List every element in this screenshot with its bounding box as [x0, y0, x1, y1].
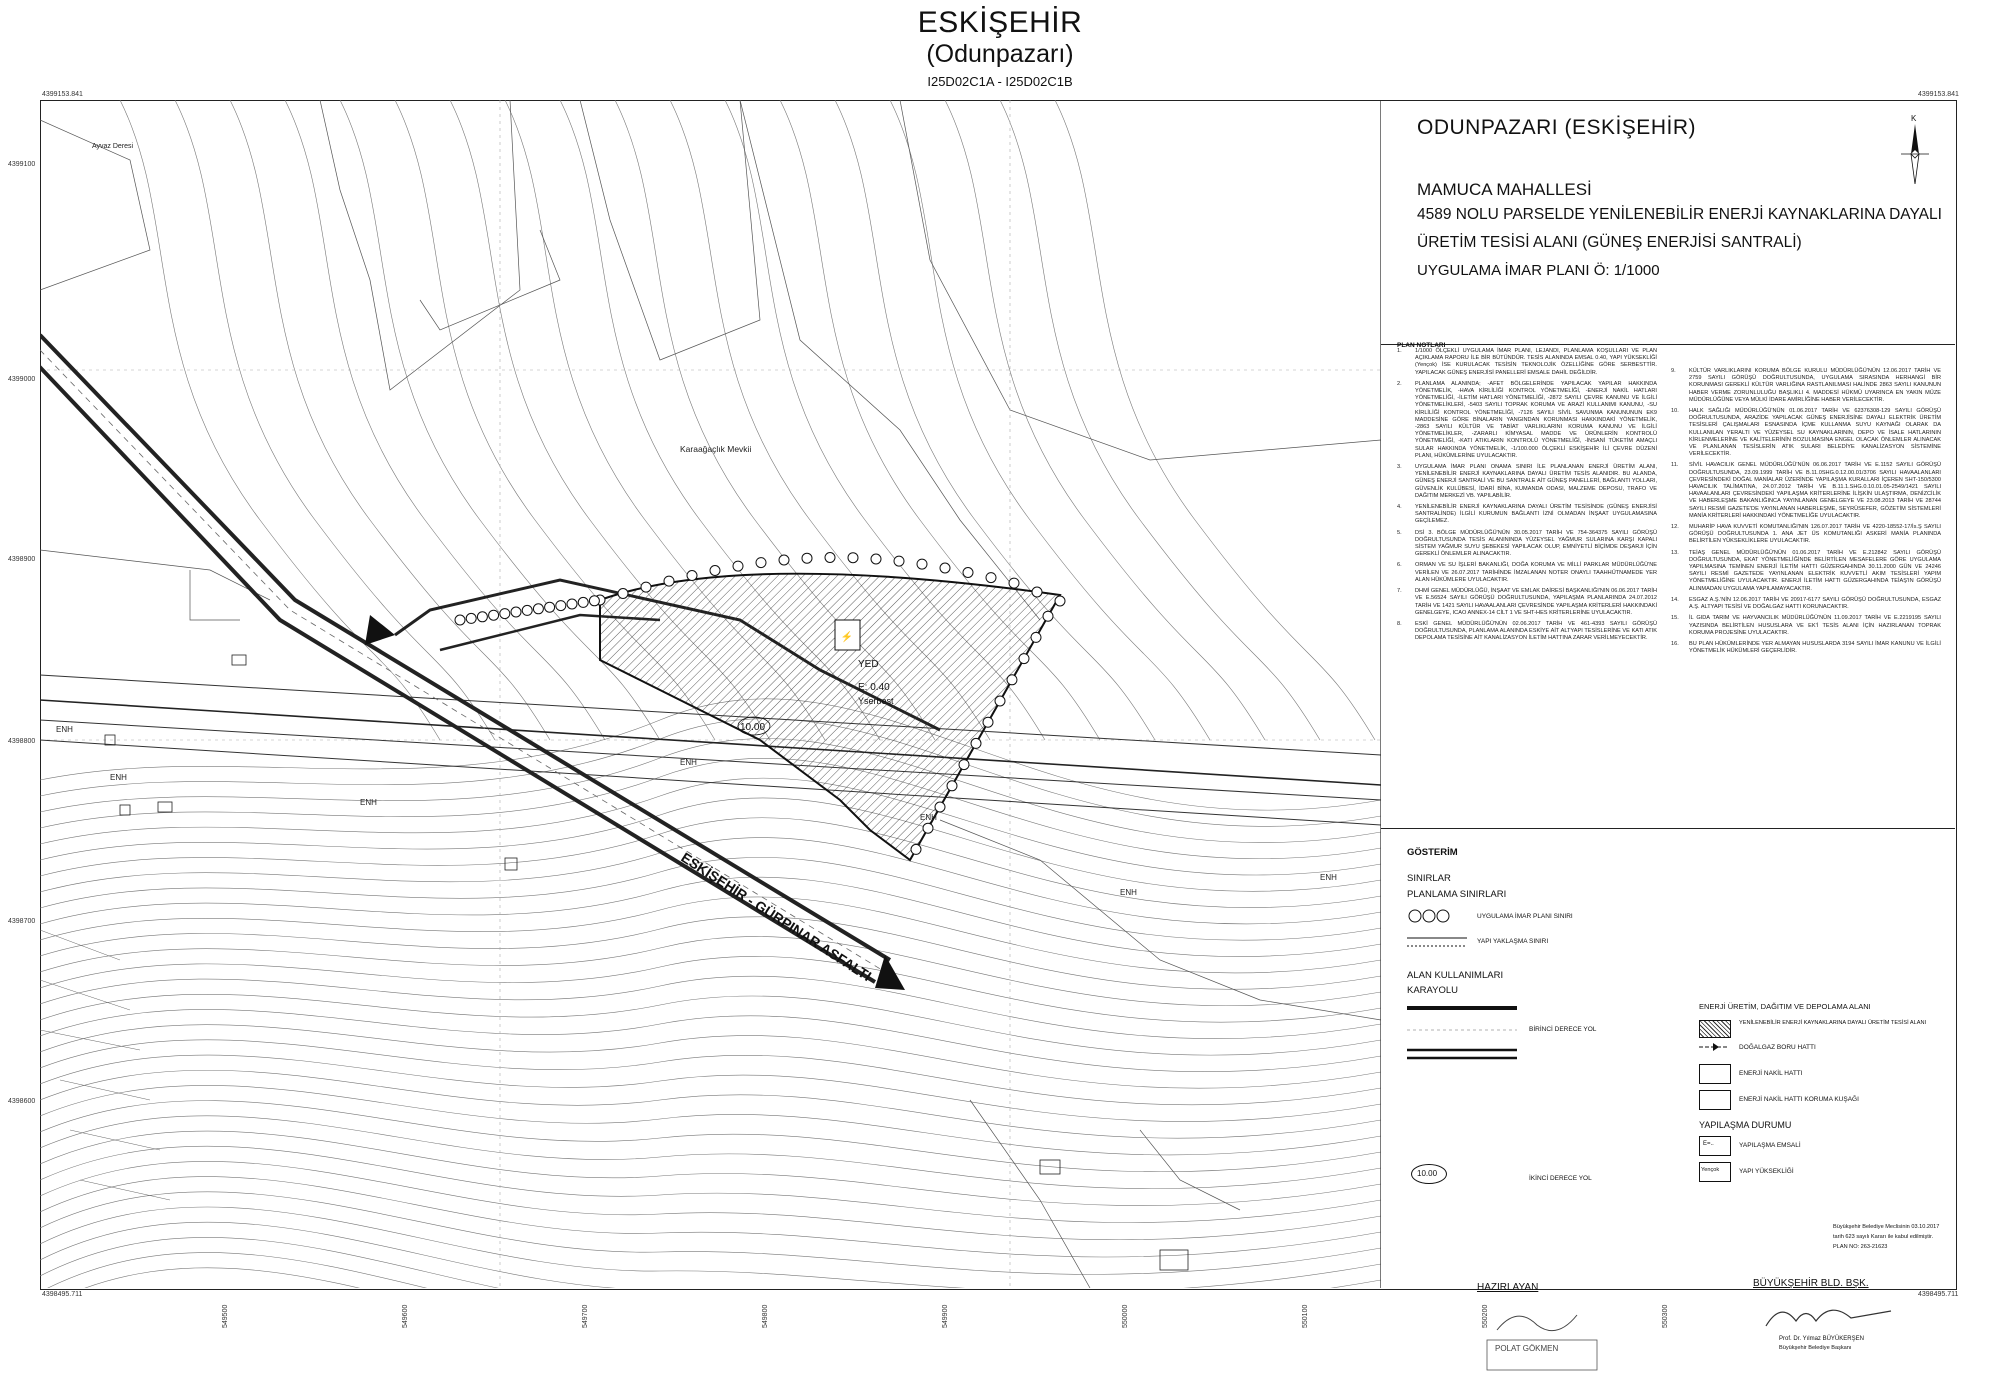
contour-line: [40, 976, 1381, 1039]
boundary-circle: [947, 781, 957, 791]
boundary-circle: [995, 696, 1005, 706]
boundary-circle: [959, 760, 969, 770]
contour-line: [175, 100, 495, 740]
plan-note: [1397, 588, 1657, 617]
boundary-circle: [522, 605, 532, 615]
plan-note-text: TEİAŞ GENEL MÜDÜRLÜĞÜ'NÜN 01.06.2017 TARİH VE E.212842 SAYILI GÖRÜŞÜ DOĞRULTUSUNDA, EKAT YÖNETMELİĞİNDE BELİRTİLEN MESAFELERE GÖRE UYGULAMA YAPILMASINA TEMİNEN ENERJİ İLETİM HATTI GÜZERGAHINDA 30.11.2000 GÜN VE 24246 SAYILI RESMİ GAZETEDE YAYINLANAN ELEKTRİK KUVVETLİ AKIM TESİSLERİ YAPIM YÖNETMELİĞİNE UYULACAKTIR. ENERJİ İLETİM HATTI GÜZERGAHINDA TEİAŞ'IN GÖRÜŞÜ ALINMADAN UYGULAMA YAPILAMAYACAKTIR.: [1689, 549, 1941, 592]
plan-notes-left: [1397, 348, 1657, 647]
contour-line: [40, 1268, 1381, 1288]
label-yed: YED: [858, 659, 879, 670]
plan-note: [1397, 530, 1657, 559]
plan-note-number: 2.: [1397, 380, 1402, 387]
boundary-circle: [664, 576, 674, 586]
boundary-circle: [578, 597, 588, 607]
north-label: K: [1911, 114, 1917, 123]
solar-plant-area[interactable]: [600, 574, 1060, 860]
contour-line: [40, 738, 1381, 842]
plan-note-text: MUHARİP HAVA KUVVETİ KOMUTANLIĞI'NIN 126.07.2017 TARİH VE 4220-18552-17/İs.Ş SAYILI GÖRÜŞÜ DOĞRULTUSUNDA 1. ANA JET ÜS KOMUTANLIĞI ASKERİ MANİA PLANINDA BELİRTİLEN YÜKSEKLİKLERE UYULACAKTIR.: [1689, 524, 1941, 545]
label-locality: Karaağaçlık Mevkii: [680, 444, 752, 454]
plan-note-text: HALK SAĞLIĞI MÜDÜRLÜĞÜ'NÜN 01.06.2017 TARİH VE 62376308-129 SAYILI GÖRÜŞÜ DOĞRULTUSUNDA, ARAZİDE YAPILACAK GÜNEŞ ENERJİSİNE DAYALI ELEKTRİK ÜRETİM TESİSLERİ ÇALIŞMALARI ESNASINDA İÇME KULLANMA SUYU KAYNAĞI OLARAK DA KULLANILAN YERALTI VE YÜZEYSEL SU KAYNAKLARININ, DEPO VE İSALE HATLARININ KİRLENMELERİNE VE KALİTELERİNİN BOZULMASINA ENGEL OLACAK ÖNLEMLER ALINACAK VE PLANLANAN TESİSLERİN ATIK SULARI BELEDİYE KANALİZASYON SİSTEMİNE VERİLECEKTİR.: [1689, 408, 1941, 458]
coord-bottom-right: 4398495.711: [1918, 1291, 1959, 1298]
legend-section-boundaries: SINIRLAR: [1407, 873, 1451, 884]
contour-line: [40, 1161, 1381, 1239]
plan-notes-right: [1671, 368, 1941, 659]
plan-note-text: UYGULAMA İMAR PLANI ONAMA SINIRI İLE PLANLANAN ENERJİ ÜRETİM ALANI, YENİLENEBİLİR ENERJİ KAYNAKLARINA DAYALI ÜRETİM TESİS ALANIDIR. BU ALANDA, GÜNEŞ ENERJİ SANTRALİ VE BU SANTRALE AİT GÜNEŞ PANELLERİ, BAĞLANTI YOLLARI, GÜVENLİK KULÜBESİ, İDARİ BİNA, KUMANDA ODASI, MALZEME DEPOSU, TRAFO VE DAĞITIM MERKEZİ VB. YAPILABİLİR.: [1415, 464, 1657, 499]
legend-secondary-road: İKİNCİ DERECE YOL: [1529, 1175, 1592, 1182]
plan-note-number: 5.: [1397, 529, 1402, 536]
boundary-circle: [477, 612, 487, 622]
plan-note-number: 1.: [1397, 348, 1402, 354]
plan-note: [1671, 641, 1941, 655]
plan-note-text: YENİLENEBİLİR ENERJİ KAYNAKLARINA DAYALI ÜRETİM TESİSİNDE (GÜNEŞ ENERJİSİ SANTRALİNDE) İLGİLİ KURUMUN BAĞLANTI İZNİ OLMADAN İNŞAAT UYGULAMASINA GEÇİLEMEZ.: [1415, 504, 1657, 525]
plan-note-number: 15.: [1671, 615, 1679, 622]
coord-x-tick: 549700: [582, 1304, 589, 1328]
legend-setback-label: YAPI YAKLAŞMA SINIRI: [1477, 938, 1549, 945]
boundary-circle: [917, 559, 927, 569]
plan-note-text: KÜLTÜR VARLIKLARINI KORUMA BÖLGE KURULU MÜDÜRLÜĞÜ'NÜN 12.06.2017 TARİH VE 2759 SAYILI GÖRÜŞÜ DOĞRULTUSUNDA, UYGULAMA SIRASINDA HERHANGİ BİR KORUNMASI GEREKLİ KÜLTÜR VARLIĞINA RASTLANILMASI HALİNDE 2863 SAYILI KANUNUN HABER VERME ZORUNLULUĞU BAŞLIKLI 4. MADDESİ HÜKMÜ UYARINCA EN YAKIN MÜZE MÜDÜRLÜĞÜNE VEYA MÜLKİ İDARE AMİRLİĞİNE HABER VERİLECEKTİR.: [1689, 368, 1941, 403]
boundary-circle: [511, 607, 521, 617]
legend-yed-symbol: [1699, 1020, 1731, 1038]
plan-note: [1671, 368, 1941, 404]
contour-line: [230, 100, 550, 740]
boundary-circle: [779, 555, 789, 565]
svg-text:⚡: ⚡: [840, 632, 854, 643]
prepared-by-title: HAZIRLAYAN: [1477, 1282, 1539, 1293]
boundary-circle: [802, 553, 812, 563]
contour-line: [1000, 100, 1320, 740]
coord-x-tick: 550200: [1482, 1304, 1489, 1328]
boundary-circle: [986, 573, 996, 583]
legend-emsal-label: YAPILAŞMA EMSALİ: [1739, 1142, 1801, 1149]
mayor-role: Büyükşehir Belediye Başkanı: [1779, 1345, 1852, 1351]
contour-line: [285, 100, 605, 740]
contour-line: [40, 778, 1381, 875]
contour-line: [40, 917, 1381, 990]
panel-plan-type: UYGULAMA İMAR PLANI Ö: 1/1000: [1417, 262, 1660, 279]
plan-note-number: 4.: [1397, 504, 1402, 511]
coord-y-tick: 4398800: [8, 738, 36, 745]
coord-top-right: 4399153.841: [1918, 91, 1959, 98]
coord-y-tick: 4399000: [8, 376, 36, 383]
legend-dimension-symbol: 10.00: [1417, 1169, 1438, 1178]
plan-note-number: 14.: [1671, 596, 1679, 603]
contour-line: [40, 897, 1381, 973]
boundary-circle: [500, 609, 510, 619]
coord-y-tick: 4398700: [8, 918, 36, 925]
boundary-circle: [589, 596, 599, 606]
plan-note: [1397, 381, 1657, 460]
plan-note-number: 7.: [1397, 588, 1402, 595]
label-dimension: 10.00: [740, 722, 766, 733]
label-enh: ENH: [920, 813, 937, 822]
boundary-circle: [935, 802, 945, 812]
legend-gas-pipeline-symbol: [1699, 1040, 1729, 1054]
boundary-circle: [545, 602, 555, 612]
boundary-circle: [1009, 578, 1019, 588]
boundary-circle: [618, 589, 628, 599]
contour-line: [40, 758, 1381, 859]
plan-note: [1397, 348, 1657, 377]
legend-enh-label: ENERJİ NAKİL HATTI: [1739, 1070, 1803, 1077]
plan-note-text: SİVİL HAVACILIK GENEL MÜDÜRLÜĞÜ'NÜN 06.06.2017 TARİH VE E.1152 SAYILI GÖRÜŞÜ DOĞRULTUSUNDA, 23.09.1999 TARİH VE B.11.0SHG.0.12.00.01/3706 SAYILI HAVAALANLARI ÇEVRESİNDEKİ DOĞAL MANİALAR ÜZERİNDE YAPILAŞMA KURALLARI İÇEREN SHT-150/5300 HAVACILIK TALİMATINA, 24.07.2012 TARİH VE B.11.1.SHG.0.10.01.05-2549/1421 SAYILI HAVAALANLARI ÇEVRESİNDEKİ YAPILAŞMA KRİTERLERİNE İLİŞKİN ULAŞTIRMA, DENİZCİLİK VE HABERLEŞME BAKANLIĞINCA YAYINLANAN GENELGEYE VE 23.08.2013 TARİH VE 28744 SAYILI RESMİ GAZETE'DE YAYINLANAN HABERLEŞME, SEYRÜSEFER, GÖZETİM SİSTEMLERİ MANİA KRİTERLERİ HAKKINDAKİ YÖNETMELİĞE UYULACAKTIR.: [1689, 462, 1941, 519]
approval-line-3: PLAN NO: 263-21623: [1833, 1244, 1888, 1250]
plan-note: [1397, 464, 1657, 500]
plan-note-text: İL GIDA TARIM VE HAYVANCILIK MÜDÜRLÜĞÜ'NÜN 11.09.2017 TARİH VE E.2219195 SAYILI YAZISINDA BELİRTİLEN HUSUSLARA VE EK'İ TESİS ALANI İÇİN HAZIRLANAN TOPRAK KORUMA PROJESİNE UYULACAKTIR.: [1689, 615, 1941, 636]
legend-title: GÖSTERİM: [1407, 847, 1458, 858]
contour-line: [120, 100, 440, 740]
legend-construction-title: YAPILAŞMA DURUMU: [1699, 1120, 1792, 1130]
contour-line: [40, 1070, 1381, 1138]
label-enh: ENH: [1120, 888, 1137, 897]
coord-x-tick: 550100: [1302, 1304, 1309, 1328]
boundary-circle: [556, 601, 566, 611]
preparer-stamp-icon: [1477, 1300, 1617, 1380]
plan-note-text: DHMİ GENEL MÜDÜRLÜĞÜ, İNŞAAT VE EMLAK DAİRESİ BAŞKANLIĞI'NIN 06.06.2017 TARİH VE E.56524 SAYILI GÖRÜŞÜ DOĞRULTUSUNDA, YAPILAŞMA PLANLARINDA 24.07.2012 TARİH VE 1421 SAYILI HAVAALANLARI ÇEVRESİNDE YAPILAŞMA KRİTERLERİ HAKKINDAKİ GENELGEYE, ICAO ANNEX-14 CİLT 1 VE SHT-HES KRİTERLERİNE UYULACAKTIR.: [1415, 588, 1657, 616]
boundary-circle: [1055, 596, 1065, 606]
boundary-circle: [1019, 654, 1029, 664]
boundary-circle: [894, 556, 904, 566]
boundary-circle: [983, 717, 993, 727]
approval-line-1: Büyükşehir Belediye Meclisinin 03.10.2017: [1833, 1224, 1940, 1230]
legend-enh-zone-symbol: [1699, 1090, 1731, 1110]
plan-note-number: 11.: [1671, 462, 1679, 469]
boundary-circle: [940, 563, 950, 573]
legend-plan-boundary-label: UYGULAMA İMAR PLANI SINIRI: [1477, 913, 1573, 920]
preparer-stamp-name: POLAT GÖKMEN: [1495, 1344, 1559, 1353]
plan-note: [1671, 597, 1941, 611]
contour-line: [40, 1085, 1381, 1155]
buildings: [105, 655, 1188, 1270]
plan-note-text: 1/1000 ÖLÇEKLİ UYGULAMA İMAR PLANI, LEJANDI, PLANLAMA KOŞULLARI VE PLAN AÇIKLAMA RAPORU İLE BİR BÜTÜNDÜR. TESİS ALANINDA EMSAL 0.40, YAPI YÜKSEKLİĞİ (Yençok) İSE KURULACAK TESİSİN TEKNOLOJİK ÖZELLİĞİNE GÖRE SERBESTTİR. YAPILACAK GÜNEŞ ENERJİSİ PANELLERİ EMSALE DAHİL DEĞİLDİR.: [1415, 348, 1657, 376]
legend-height-label: YAPI YÜKSEKLİĞİ: [1739, 1168, 1794, 1175]
plan-note: [1671, 408, 1941, 458]
coord-bottom-left: 4398495.711: [42, 1291, 83, 1298]
panel-subtitle-1: 4589 NOLU PARSELDE YENİLENEBİLİR ENERJİ KAYNAKLARINA DAYALI: [1417, 206, 1942, 223]
map-district-title: (Odunpazarı): [926, 40, 1074, 68]
mayor-signature-icon: [1761, 1296, 1901, 1336]
boundary-circle: [1043, 611, 1053, 621]
contour-line: [1055, 100, 1375, 740]
panel-subtitle-2: ÜRETİM TESİSİ ALANI (GÜNEŞ ENERJİSİ SANTRALİ): [1417, 234, 1802, 251]
coord-x-tick: 549900: [942, 1304, 949, 1328]
boundary-circle: [710, 566, 720, 576]
legend-gas-pipeline-label: DOĞALGAZ BORU HATTI: [1739, 1044, 1816, 1051]
plan-note-text: BU PLAN HÜKÜMLERİNDE YER ALMAYAN HUSUSLARDA 3194 SAYILI İMAR KANUNU VE İLGİLİ YÖNETMELİK HÜKÜMLERİ GEÇERLİDİR.: [1689, 640, 1941, 655]
legend-setback-symbol: [1407, 934, 1467, 950]
plan-note-number: 16.: [1671, 640, 1679, 647]
panel-title: ODUNPAZARI (ESKİŞEHİR): [1417, 116, 1696, 139]
coord-y-tick: 4398900: [8, 556, 36, 563]
coord-y-tick: 4398600: [8, 1098, 36, 1105]
panel-neighborhood: MAMUCA MAHALLESİ: [1417, 180, 1592, 199]
plan-note: [1671, 462, 1941, 520]
boundary-circle: [1032, 587, 1042, 597]
contour-line: [40, 956, 1381, 1022]
boundary-circle: [971, 738, 981, 748]
boundary-circle: [963, 568, 973, 578]
approval-line-2: tarih 623 sayılı Kararı ile kabul edilmiştir.: [1833, 1234, 1934, 1240]
label-enh: ENH: [110, 773, 127, 782]
plan-note-number: 9.: [1671, 368, 1676, 374]
plan-note: [1671, 615, 1941, 637]
plan-note-number: 12.: [1671, 524, 1679, 531]
boundary-circle: [455, 615, 465, 625]
boundary-circle: [923, 823, 933, 833]
legend-planning-boundaries: PLANLAMA SINIRLARI: [1407, 889, 1507, 900]
contour-line: [40, 1192, 1381, 1275]
zoning-map[interactable]: [40, 100, 1381, 1288]
boundary-circle: [756, 558, 766, 568]
legend-energy-title: ENERJİ ÜRETİM, DAĞITIM VE DEPOLAMA ALANI: [1699, 1002, 1871, 1011]
contour-line: [40, 1237, 1381, 1288]
coord-x-tick: 549600: [402, 1304, 409, 1328]
legend-height-symbol: Yençok: [1701, 1167, 1720, 1173]
plan-note-number: 10.: [1671, 408, 1679, 415]
plan-note-text: ESKİ GENEL MÜDÜRLÜĞÜ'NÜN 02.06.2017 TARİH VE 461-4393 SAYILI GÖRÜŞÜ DOĞRULTUSUNDA, PLANLAMA ALANINDA ESKİYE AİT ALTYAPI TESİSLERİNE VE KATI ATIK DEPOLAMA TESİSİNE AİT KANALİZASYON İLETİM HATTINA ZARAR VERİLMEYECEKTİR.: [1415, 620, 1657, 642]
plan-note-text: ORMAN VE SU İŞLERİ BAKANLIĞI, DOĞA KORUMA VE MİLLİ PARKLAR MÜDÜRLÜĞÜ'NE VERİLEN VE 26.07.2017 TARİHİNDE İMZALANAN NOTER ONAYLI TAAHHÜTNAMEDE YER ALAN HÜKÜMLERE UYULACAKTIR.: [1415, 562, 1657, 583]
label-height: Yserbest: [858, 696, 894, 706]
boundary-circle: [489, 610, 499, 620]
plan-note: [1671, 524, 1941, 546]
contour-line: [40, 877, 1381, 957]
map-city-title: ESKİŞEHİR: [917, 6, 1083, 39]
coord-x-tick: 550300: [1662, 1304, 1669, 1328]
coord-top-left: 4399153.841: [42, 91, 83, 98]
plan-note-text: PLANLAMA ALANINDA; -AFET BÖLGELERİNDE YAPILACAK YAPILAR HAKKINDA YÖNETMELİK, -HAVA KİRLİLİĞİ KONTROL YÖNETMELİĞİ, -ENERJİ NAKİL HATLARI YÖNETMELİĞİ, -İLETİM HATLARI YÖNETMELİĞİ, -2872 SAYILI ÇEVRE KANUNU VE İLGİLİ YÖNETMELİKLERİ, -5403 SAYILI TOPRAK KORUMA VE ARAZİ KULLANIMI KANUNU, -SU KİRLİLİĞİ KONTROL YÖNETMELİĞİ, -7126 SAYILI SİVİL SAVUNMA KANUNUNUN EK9 MADDESİNE GÖRE BİNALARIN YANGINDAN KORUNMASI HAKKINDAKİ YÖNETMELİK, -2863 SAYILI KÜLTÜR VE TABİAT VARLIKLARINI KORUMA KANUNU VE İLGİLİ YÖNETMELİKLER, -ZARARLI KİMYASAL MADDE VE ÜRÜNLERİN KONTROLÜ YÖNETMELİĞİ, -KATI ATIKLARIN KONTROLÜ YÖNETMELİĞİ, -İNSANİ TÜKETİM AMAÇLI SULAR HAKKINDA YÖNETMELİK, -1/100.000 ÖLÇEKLİ ESKİŞEHİR İLİ ÇEVRE DÜZENİ PLANI, HÜKÜMLERİNE UYULACAKTIR.: [1415, 380, 1657, 459]
boundary-circle: [1031, 632, 1041, 642]
label-emsal: E: 0.40: [858, 682, 890, 693]
plan-note: [1397, 562, 1657, 584]
boundary-circle: [825, 553, 835, 563]
plan-note-text: DSİ 3. BÖLGE MÜDÜRLÜĞÜ'NÜN 30.05.2017 TARİH VE 754-364375 SAYILI GÖRÜŞÜ DOĞRULTUSUNDA TESİS ALANININDA YÜZEYSEL YAĞMUR SULARINA KARŞI KAPALI SİSTEM YAĞMUR SUYU ŞEBEKESİ YAPILACAK OLUP, EMNİYETLİ BİÇİMDE DEŞARJI İÇİN GEREKLİ ÖNLEMLER ALINACAKTIR.: [1415, 529, 1657, 558]
map-sheet-codes: I25D02C1A - I25D02C1B: [927, 74, 1073, 89]
contour-line: [40, 1207, 1381, 1288]
contour-line: [40, 1131, 1381, 1206]
legend-primary-road: BİRİNCİ DERECE YOL: [1529, 1026, 1597, 1033]
legend-enh-symbol: [1699, 1064, 1731, 1084]
contour-line: [40, 994, 1381, 1055]
boundary-circle: [733, 561, 743, 571]
legend-highway: KARAYOLU: [1407, 985, 1459, 996]
plan-note-number: 3.: [1397, 464, 1402, 471]
coord-x-tick: 549500: [222, 1304, 229, 1328]
contour-line: [40, 1177, 1381, 1257]
mayor-title: BÜYÜKŞEHİR BLD. BŞK.: [1753, 1278, 1869, 1289]
boundary-circle: [466, 613, 476, 623]
label-enh: ENH: [680, 758, 697, 767]
notes-title: PLAN NOTLARI: [1397, 342, 1446, 349]
legend-road-symbols: [1407, 1000, 1517, 1080]
label-stream: Ayvaz Deresi: [92, 143, 134, 150]
boundary-circle: [533, 604, 543, 614]
boundary-circle: [1007, 675, 1017, 685]
legend-plan-boundary-symbol: [1407, 908, 1467, 924]
boundary-circle: [687, 571, 697, 581]
plan-note-text: ESGAZ A.Ş.'NİN 12.06.2017 TARİH VE 20917-6177 SAYILI GÖRÜŞÜ DOĞRULTUSUNDA, ESGAZ A.Ş. ALTYAPI TESİSİ VE DOĞALGAZ HATTI KORUNACAKTIR.: [1689, 596, 1941, 611]
contour-line: [40, 1146, 1381, 1222]
boundary-circle: [567, 599, 577, 609]
legend-yed-label: YENİLENEBİLİR ENERJİ KAYNAKLARINA DAYALI ÜRETİM TESİSİ ALANI: [1739, 1020, 1927, 1026]
contour-line: [40, 1040, 1381, 1105]
plan-note: [1397, 621, 1657, 643]
plan-note: [1671, 550, 1941, 593]
boundary-circle: [848, 553, 858, 563]
contour-line: [40, 1101, 1381, 1172]
legend-land-use: ALAN KULLANIMLARI: [1407, 970, 1504, 981]
plan-note-number: 6.: [1397, 562, 1402, 569]
coord-x-tick: 549800: [762, 1304, 769, 1328]
plan-note-number: 13.: [1671, 549, 1679, 556]
boundary-circle: [641, 582, 651, 592]
boundary-circle: [911, 844, 921, 854]
legend-enh-zone-label: ENERJİ NAKİL HATTI KORUMA KUŞAĞI: [1739, 1096, 1859, 1103]
contour-line: [40, 818, 1381, 908]
plan-note-number: 8.: [1397, 620, 1402, 627]
label-enh: ENH: [56, 725, 73, 734]
label-enh: ENH: [360, 798, 377, 807]
mayor-name: Prof. Dr. Yılmaz BÜYÜKERŞEN: [1779, 1336, 1864, 1342]
label-road: ESKİŞEHİR - GÜRPINAR ASFALTI: [678, 849, 875, 985]
boundary-circle: [871, 554, 881, 564]
legend-emsal-symbol: E=..: [1703, 1141, 1714, 1147]
plan-note: [1397, 504, 1657, 526]
label-enh: ENH: [1320, 873, 1337, 882]
north-arrow-icon: [1897, 124, 1933, 184]
coord-y-tick: 4399100: [8, 161, 36, 168]
coord-x-tick: 550000: [1122, 1304, 1129, 1328]
